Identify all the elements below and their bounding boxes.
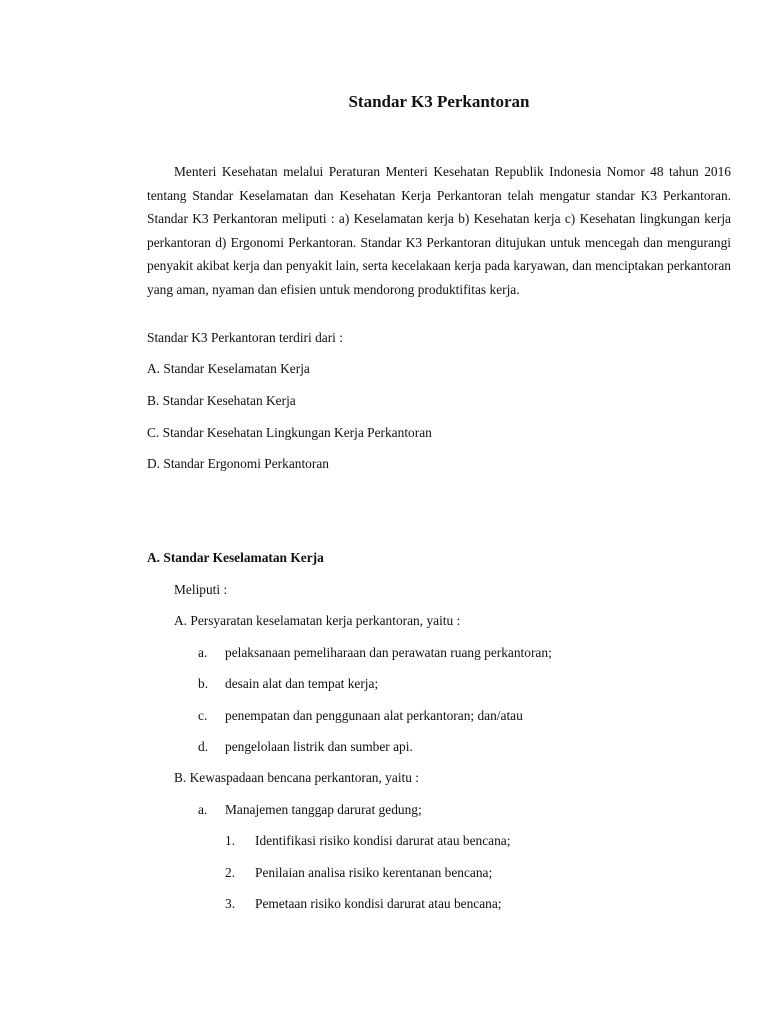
- meliputi-text: Meliputi :: [174, 582, 228, 597]
- numbered-item-label: 1.: [225, 833, 236, 848]
- list-item-text: penempatan dan penggunaan alat perkantoran; dan/atau: [225, 708, 523, 723]
- subsection-b-heading: B. Kewaspadaan bencana perkantoran, yaitu :: [174, 770, 420, 785]
- list-item-label: b.: [198, 676, 209, 691]
- list-item-text: desain alat dan tempat kerja;: [225, 676, 379, 691]
- standard-item: D. Standar Ergonomi Perkantoran: [147, 456, 329, 471]
- list-item-text: Manajemen tanggap darurat gedung;: [225, 802, 422, 817]
- subsection-a-heading: A. Persyaratan keselamatan kerja perkantoran, yaitu :: [174, 613, 461, 628]
- list-item-text: pelaksanaan pemeliharaan dan perawatan ruang perkantoran;: [225, 645, 552, 660]
- list-item-label: a.: [198, 802, 208, 817]
- list-item-text: pengelolaan listrik dan sumber api.: [225, 739, 413, 754]
- page-title: Standar K3 Perkantoran: [348, 92, 530, 111]
- numbered-item-text: Pemetaan risiko kondisi darurat atau bencana;: [255, 896, 502, 911]
- list-item-label: a.: [198, 645, 208, 660]
- numbered-item-label: 2.: [225, 865, 236, 880]
- standard-item: A. Standar Keselamatan Kerja: [147, 361, 310, 376]
- standard-item: B. Standar Kesehatan Kerja: [147, 393, 296, 408]
- numbered-item-label: 3.: [225, 896, 236, 911]
- section-a-heading: A. Standar Keselamatan Kerja: [147, 550, 324, 565]
- list-item-label: c.: [198, 708, 208, 723]
- intro-paragraph: Menteri Kesehatan melalui Peraturan Menteri Kesehatan Republik Indonesia Nomor 48 tahun 2016 tentang Standar Keselamatan dan Kesehatan Kerja Perkantoran telah mengatur standar K3 Perkantoran. Standar K3 Perkantoran meliputi : a) Keselamatan kerja b) Kesehatan kerja c) Kesehatan lingkungan kerja perkantoran d) Ergonomi Perkantoran. Standar K3 Perkantoran ditujukan untuk mencegah dan mengurangi penyakit akibat kerja dan penyakit lain, serta kecelakaan kerja pada karyawan, dan menciptakan perkantoran yang aman, nyaman dan efisien untuk mendorong produktifitas kerja.: [147, 164, 731, 297]
- consists-of-text: Standar K3 Perkantoran terdiri dari :: [147, 330, 343, 345]
- standard-item: C. Standar Kesehatan Lingkungan Kerja Perkantoran: [147, 425, 432, 440]
- numbered-item-text: Penilaian analisa risiko kerentanan bencana;: [255, 865, 493, 880]
- numbered-item-text: Identifikasi risiko kondisi darurat atau bencana;: [255, 833, 511, 848]
- list-item-label: d.: [198, 739, 209, 754]
